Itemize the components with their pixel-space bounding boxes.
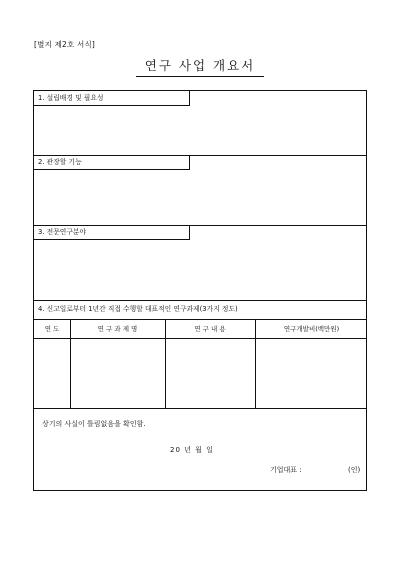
section-4-header: 4. 신고일로부터 1년간 직접 수행할 대표적인 연구과제(3가지 정도): [38, 305, 238, 313]
section-2-header: 2. 관장할 기능: [34, 155, 190, 170]
section-3-header: 3. 전문연구분야: [34, 225, 190, 240]
section-2-field[interactable]: [34, 170, 366, 225]
col-project-name: 연 구 과 제 명: [97, 325, 138, 333]
col-content: 연 구 내 용: [194, 325, 226, 333]
page-title: 연구 사업 개요서: [136, 56, 264, 77]
col-rnd-cost: 연구개발비(백만원): [283, 325, 340, 333]
date-line: 20 년 월 일: [170, 446, 214, 454]
section-1-header: 1. 설립배경 및 필요성: [34, 91, 190, 106]
section-1-field[interactable]: [34, 106, 366, 155]
divider: [34, 408, 366, 409]
overview-form: [33, 90, 367, 491]
confirmation-text: 상기의 사실이 틀림없음을 확인함.: [42, 420, 146, 428]
section-3-field[interactable]: [34, 240, 366, 300]
attachment-label: [별지 제2호 서식]: [34, 40, 96, 49]
signature-label: 기업대표 :: [270, 466, 302, 474]
table-row[interactable]: [34, 339, 366, 408]
col-year: 연 도: [44, 325, 60, 333]
seal-label: (인): [348, 466, 361, 474]
